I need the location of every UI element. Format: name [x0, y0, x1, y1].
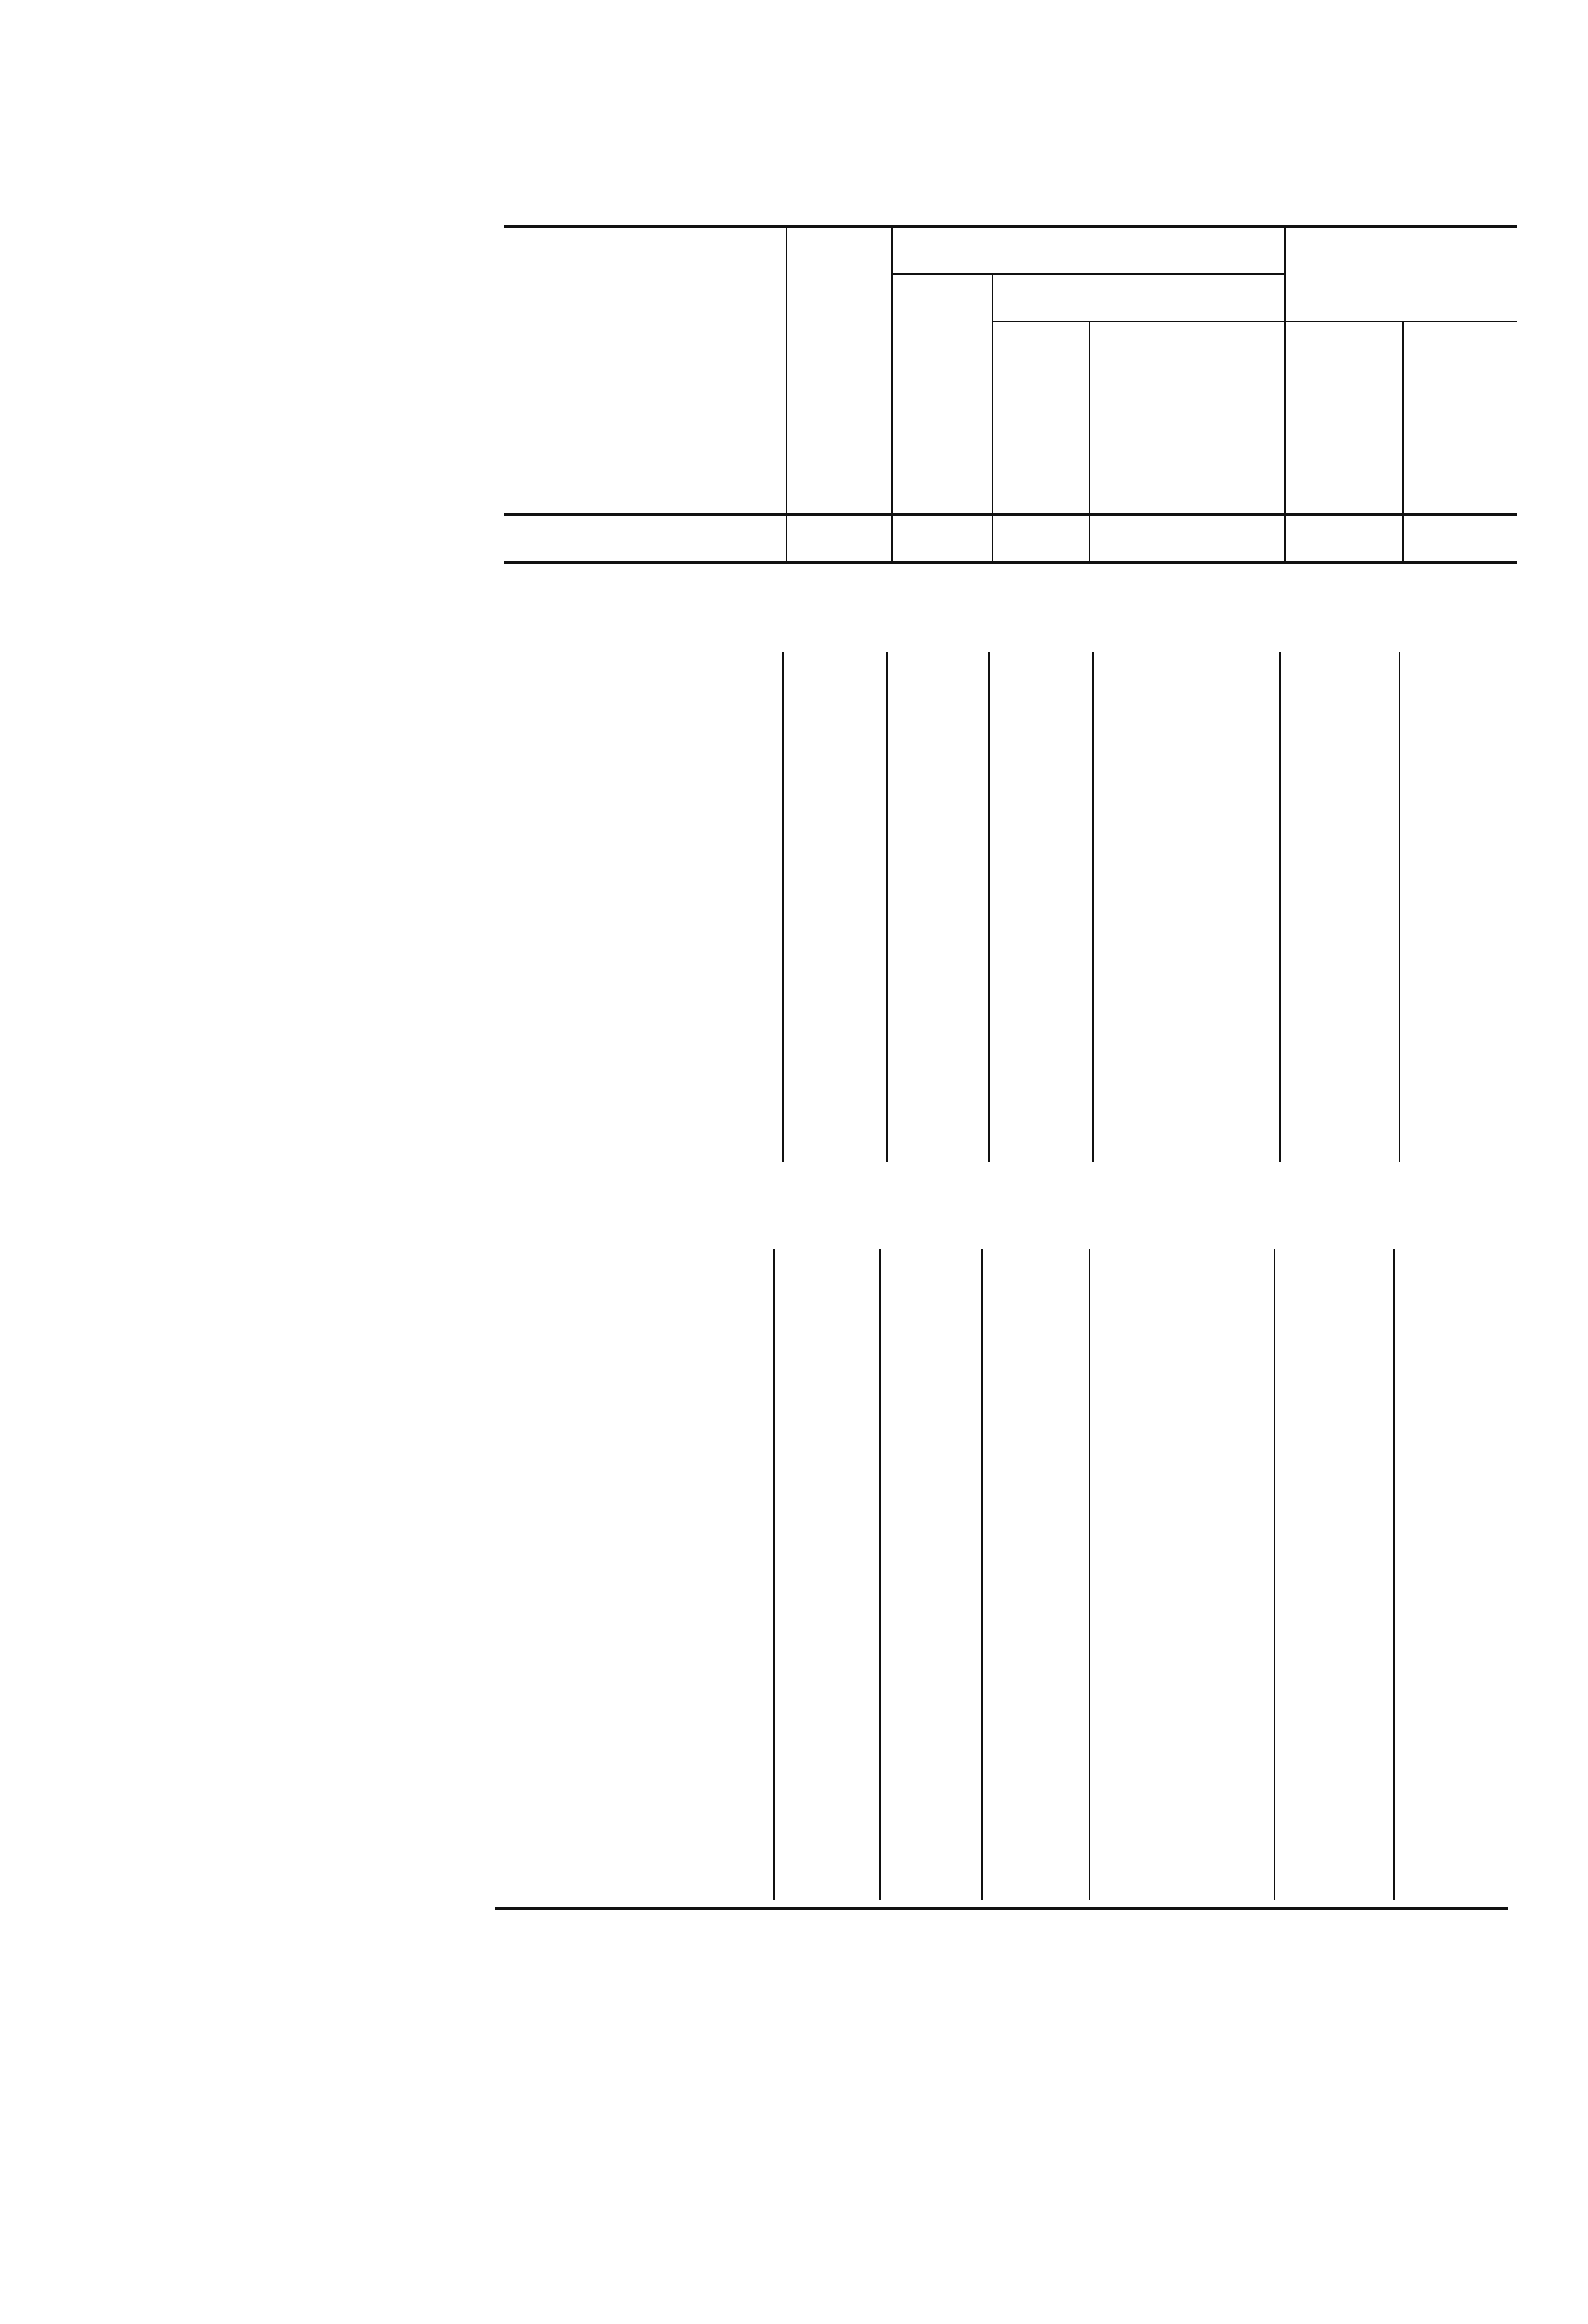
header-machine-serving [1440, 332, 1493, 508]
table-bottom-rule [495, 1907, 1508, 1910]
body-vline [782, 652, 784, 1162]
header-vline [1402, 321, 1404, 564]
body-vline [1089, 1249, 1090, 1900]
header-vline [1089, 321, 1090, 564]
body-vline [988, 652, 990, 1162]
colnum-bottom-rule [504, 561, 1517, 564]
body-vline [1274, 1249, 1275, 1900]
body-vline [773, 1249, 775, 1900]
body-vline [1399, 652, 1400, 1162]
header-vline [786, 225, 787, 564]
table-top-rule [504, 225, 1517, 228]
body-vline [1092, 652, 1094, 1162]
header-vline [992, 273, 993, 564]
header-subrule-incl [891, 273, 1286, 275]
header-bottom-rule [504, 513, 1517, 516]
header-base-wage [877, 321, 956, 505]
header-direct-costs [805, 309, 858, 547]
body-vline [981, 1249, 983, 1900]
header-subrule-machine [992, 321, 1286, 322]
header-vline [1284, 225, 1286, 564]
header-subrule-labor [1286, 321, 1517, 322]
header-not-machine [1304, 333, 1383, 509]
body-vline [1279, 652, 1281, 1162]
body-vline [886, 652, 888, 1162]
body-vline [1393, 1249, 1395, 1900]
body-vline [879, 1249, 881, 1900]
